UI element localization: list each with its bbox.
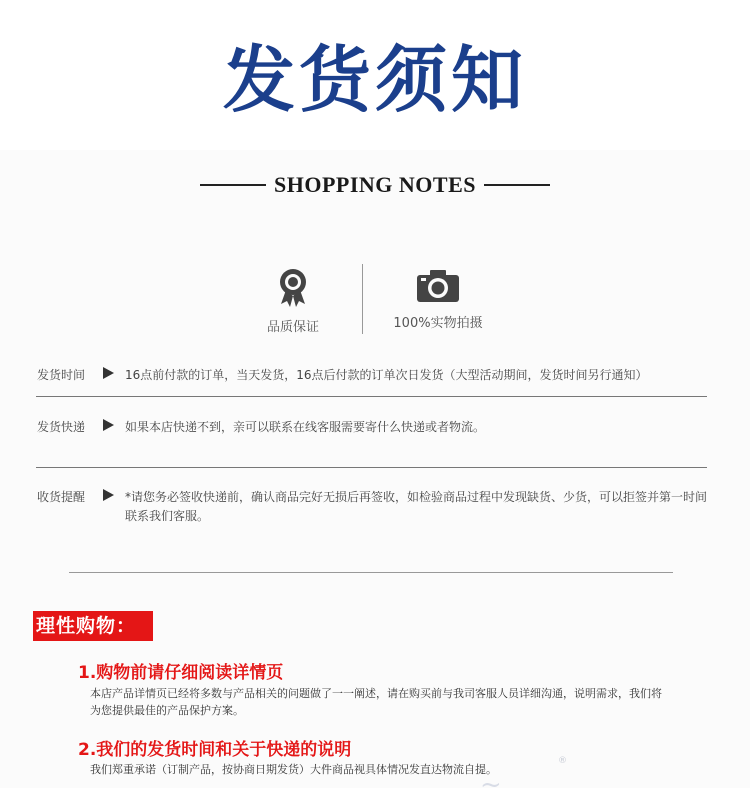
photo-badge-label: 100%实物拍摄 bbox=[393, 316, 483, 331]
heading-rule-left bbox=[200, 184, 266, 186]
notes-heading-text: SHOPPING NOTES bbox=[274, 172, 476, 197]
play-arrow-icon bbox=[103, 419, 114, 431]
registered-mark-icon: ® bbox=[558, 756, 567, 766]
badge-divider bbox=[362, 264, 363, 334]
rational-shopping-ribbon: 理性购物： bbox=[33, 611, 153, 641]
row-divider bbox=[36, 467, 707, 468]
section-body: 本店产品详情页已经将多数与产品相关的问题做了一一阐述，请在购买前与我司客服人员详细沟通，说明需求，我们将为您提供最佳的产品保护方案。 bbox=[90, 687, 662, 717]
info-row-label: 发货时间 bbox=[37, 368, 86, 382]
quality-badge-label: 品质保证 bbox=[266, 320, 319, 335]
notes-heading bbox=[0, 170, 750, 200]
row-divider bbox=[36, 396, 707, 397]
info-row-text: 16点前付款的订单，当天发货，16点后付款的订单次日发货（大型活动期间，发货时间另行通知） bbox=[125, 368, 648, 382]
quality-badge bbox=[223, 268, 363, 335]
section-title: 2.我们的发货时间和关于快递的说明 bbox=[78, 740, 352, 760]
info-row-text: *请您务必签收快递前，确认商品完好无损后再签收，如检验商品过程中发现缺货、少货，可以拒签并第一时间联系我们客服。 bbox=[125, 490, 708, 523]
photo-badge bbox=[368, 268, 508, 331]
info-row-label: 发货快递 bbox=[37, 420, 86, 434]
play-arrow-icon bbox=[103, 367, 114, 379]
camera-icon bbox=[416, 268, 460, 304]
info-row-label: 收货提醒 bbox=[37, 490, 86, 504]
award-ribbon-icon bbox=[277, 268, 309, 308]
info-row-text: 如果本店快递不到，亲可以联系在线客服需要寄什么快递或者物流。 bbox=[125, 420, 486, 434]
heading-rule-right bbox=[484, 184, 550, 186]
section-title: 1.购物前请仔细阅读详情页 bbox=[78, 663, 284, 683]
page-title: 发货须知 bbox=[222, 38, 527, 122]
play-arrow-icon bbox=[103, 489, 114, 501]
section-body: 我们郑重承诺（订制产品，按协商日期发货）大件商品视具体情况发直达物流自提。 bbox=[90, 763, 497, 776]
watermark-logo: ~ bbox=[480, 770, 502, 788]
section-divider bbox=[69, 572, 673, 573]
